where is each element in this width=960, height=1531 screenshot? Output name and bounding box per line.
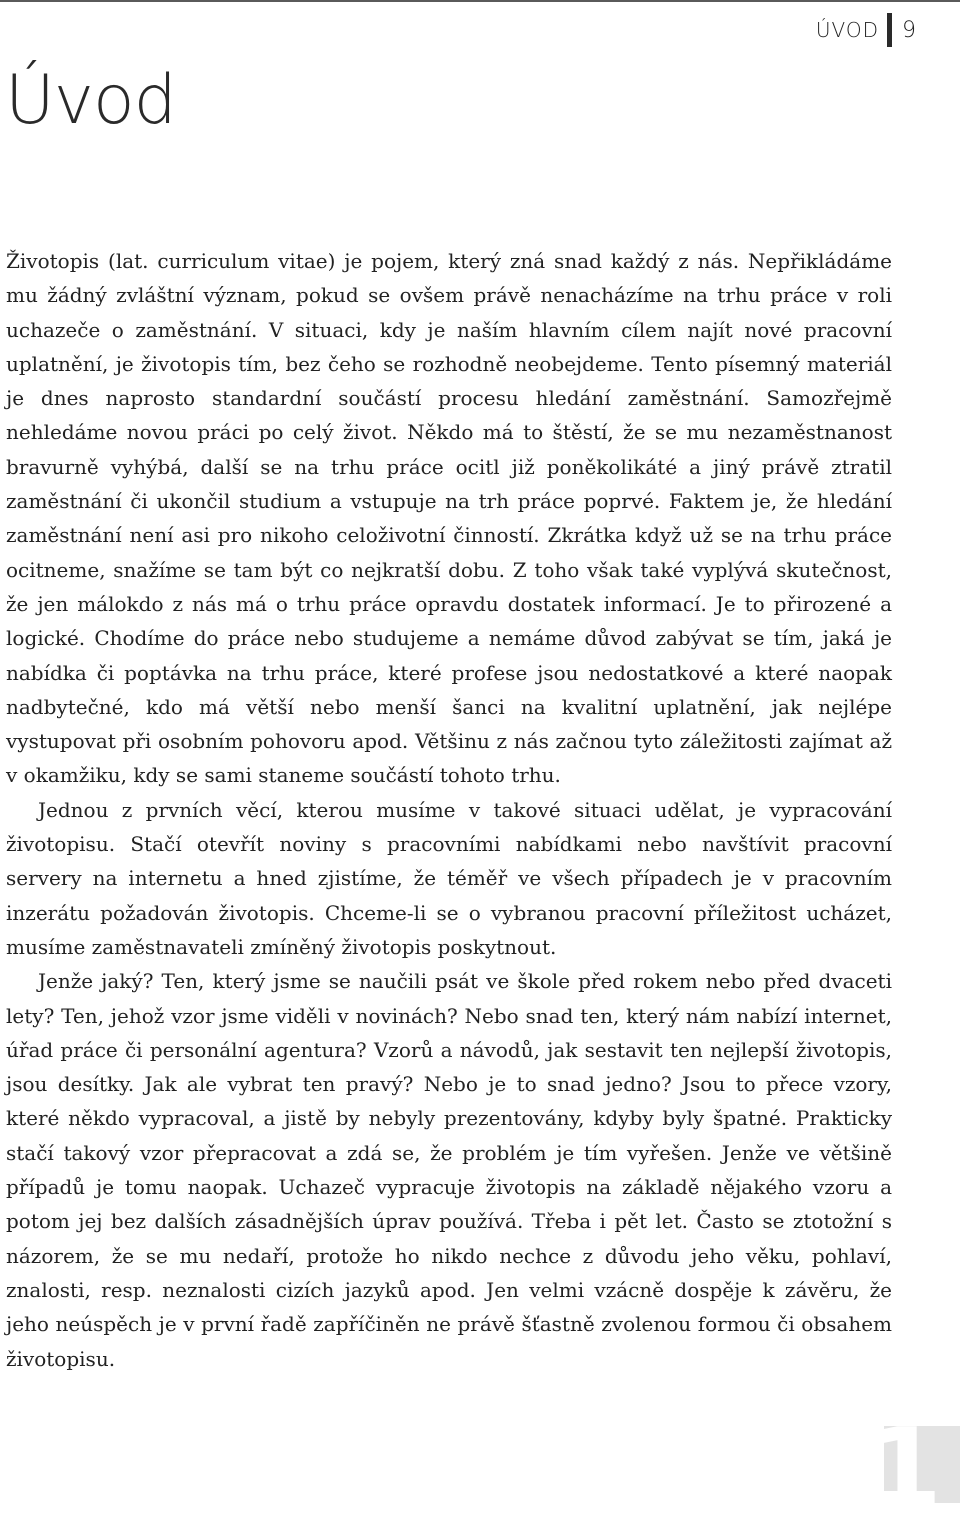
running-header-section: ÚVOD [815,18,879,42]
paragraph-2: Jednou z prvních věcí, kterou musíme v takové situaci udělat, je vypracování životopisu. Stačí otevřít noviny s pracovními nabídkami nebo navštívit pracovní servery na internetu a hned zjistíme, že téměř ve všech případech je v pracovním inzerátu požadován životopis. Chceme-li se o vybranou pracovní příležitost ucházet, musíme zaměstnavateli zmíněný životopis poskytnout. [6,797,892,959]
paragraph-1: Životopis (lat. curriculum vitae) je pojem, který zná snad každý z nás. Nepřikládáme mu žádný zvláštní význam, pokud se ovšem právě nenacházíme na trhu práce v roli uchazeče o zaměstnání. V situaci, kdy je naším hlavním cílem najít nové pracovní uplatnění, je životopis tím, bez čeho se rozhodně neobejdeme. Tento písemný materiál je dnes naprosto standardní součástí procesu hledání zaměstnání. Samozřejmě nehledáme novou práci po celý život. Někdo má to štěstí, že se mu nezaměstnanost bravurně vyhýbá, další se na trhu práce ocitl již poněkolikáté a jiný právě ztratil zaměstnání či ukončil studium a vstupuje na trh práce poprvé. Faktem je, že hledání zaměstnání není asi pro nikoho celoživotní činností. Zkrátka když už se na trhu práce ocitneme, snažíme se tam být co nejkratší dobu. Z toho však také vyplývá skutečnost, že jen málokdo z nás má o trhu práce opravdu dostatek informací. Je to přirozené a logické. Chodíme do práce nebo studujeme a nemáme důvod zabývat se tím, jaká je nabídka či poptávka na trhu práce, které profese jsou nedostatkové a které naopak nadbytečné, kdo má větší nebo menší šanci na kvalitní uplatnění, jak nejlépe vystupovat při osobním pohovoru apod. Většinu z nás začnou tyto záležitosti zajímat až v okamžiku, kdy se sami staneme součástí tohoto trhu. [6,249,892,788]
paragraph-3: Jenže jaký? Ten, který jsme se naučili psát ve škole před rokem nebo před dvaceti lety? Ten, jehož vzor jsme viděli v novinách? Nebo snad ten, který nám nabízí internet, úřad práce či personální agentura? Vzorů a návodů, jak sestavit ten nejlepší životopis, jsou desítky. Jak ale vybrat ten pravý? Nebo je to snad jedno? Jsou to přece vzory, které někdo vypracoval, a jistě by nebyly prezentovány, kdyby byly špatné. Prakticky stačí takový vzor přepracovat a zdá se, že problém je tím vyřešen. Jenže ve většině případů je tomu naopak. Uchazeč vypracuje životopis na základě nějakého vzoru a potom jej bez dalších zásadnějších úprav používá. Třeba i pět let. Často se ztotožní s názorem, že se mu nedaří, protože ho nikdo nechce z důvodu jeho věku, pohlaví, znalosti, resp. neznalosti cizích jazyků apod. Jen velmi vzácně dospěje k závěru, že jeho neúspěch je v první řadě zapříčiněn ne právě šťastně zvolenou formou či obsahem životopisu. [6,969,892,1371]
header-rule [0,0,960,2]
chapter-title: Úvod [5,61,176,140]
page-number: 9 [902,17,916,43]
chapter-number: 1 [866,1406,942,1531]
running-header [816,10,916,50]
body-text [6,244,892,1376]
chapter-number-tab [866,1406,960,1531]
header-divider [887,13,892,47]
